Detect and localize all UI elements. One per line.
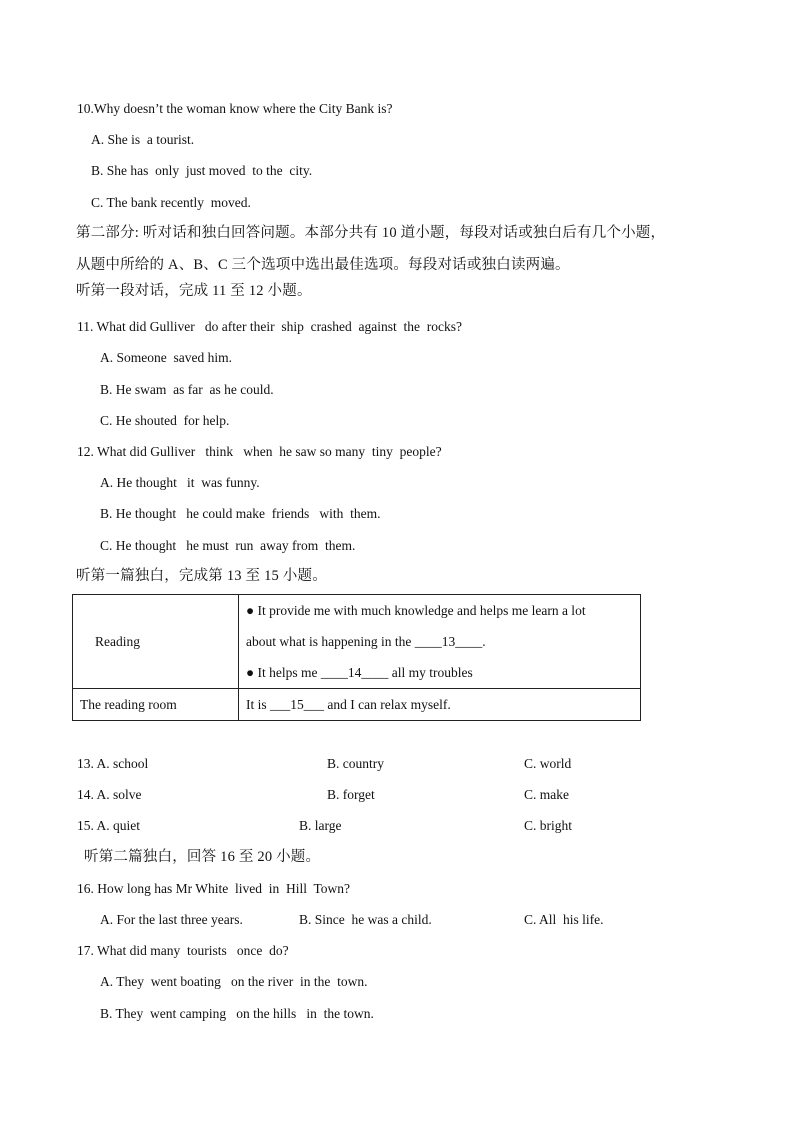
q14-option-b: B. forget (327, 787, 375, 802)
q16-option-b: B. Since he was a child. (299, 912, 432, 927)
q10-option-b: B. She has only just moved to the city. (91, 163, 313, 178)
q10-option-c: C. The bank recently moved. (91, 195, 251, 210)
q17-option-b: B. They went camping on the hills in the town. (100, 1006, 374, 1021)
question-16: 16. How long has Mr White lived in Hill Town? (77, 881, 351, 896)
question-12: 12. What did Gulliver think when he saw so many tiny people? (77, 444, 442, 459)
table-label-reading-room: The reading room (73, 689, 239, 721)
table-label-reading: Reading (73, 595, 239, 689)
reading-line-1: ● It provide me with much knowledge and helps me learn a lot (246, 603, 586, 618)
reading-table (72, 594, 641, 721)
q15-option-c: C. bright (524, 818, 573, 833)
table-cell-reading (239, 595, 641, 689)
q12-option-b: B. He thought he could make friends with them. (100, 506, 381, 521)
table-row (73, 689, 641, 721)
q16-option-c: C. All his life. (524, 912, 604, 927)
monologue2-instruction: 听第二篇独白，回答 16 至 20 小题。 (84, 849, 321, 865)
table-row (73, 595, 641, 689)
q16-option-a: A. For the last three years. (100, 912, 243, 927)
reading-line-2: about what is happening in the ____13____. (246, 634, 486, 649)
monologue1-instruction: 听第一篇独白，完成第 13 至 15 小题。 (76, 568, 327, 584)
q12-option-a: A. He thought it was funny. (100, 475, 260, 490)
question-11: 11. What did Gulliver do after their ship crashed against the rocks? (77, 319, 463, 334)
question-10: 10.Why doesn’t the woman know where the City Bank is? (77, 101, 393, 116)
q15-option-b: B. large (299, 818, 342, 833)
part2-heading-line1: 第二部分: 听对话和独白回答问题。本部分共有 10 道小题，每段对话或独白后有几个小题， (76, 225, 666, 241)
q13-option-b: B. country (327, 756, 384, 771)
q13-option-c: C. world (524, 756, 572, 771)
table-cell-reading-room: It is ___15___ and I can relax myself. (239, 689, 641, 721)
question-17: 17. What did many tourists once do? (77, 943, 289, 958)
q14-option-a: 14. A. solve (77, 787, 142, 802)
q10-option-a: A. She is a tourist. (91, 132, 195, 147)
reading-line-3: ● It helps me ____14____ all my troubles (246, 665, 473, 680)
q11-option-c: C. He shouted for help. (100, 413, 230, 428)
q14-option-c: C. make (524, 787, 569, 802)
q15-option-a: 15. A. quiet (77, 818, 140, 833)
q13-option-a: 13. A. school (77, 756, 149, 771)
q17-option-a: A. They went boating on the river in the town. (100, 974, 368, 989)
dialog1-instruction: 听第一段对话，完成 11 至 12 小题。 (76, 283, 312, 299)
q12-option-c: C. He thought he must run away from them. (100, 538, 356, 553)
q11-option-b: B. He swam as far as he could. (100, 382, 274, 397)
q11-option-a: A. Someone saved him. (100, 350, 232, 365)
part2-heading-line2: 从题中所给的 A、B、C 三个选项中选出最佳选项。每段对话或独白读两遍。 (76, 257, 570, 273)
